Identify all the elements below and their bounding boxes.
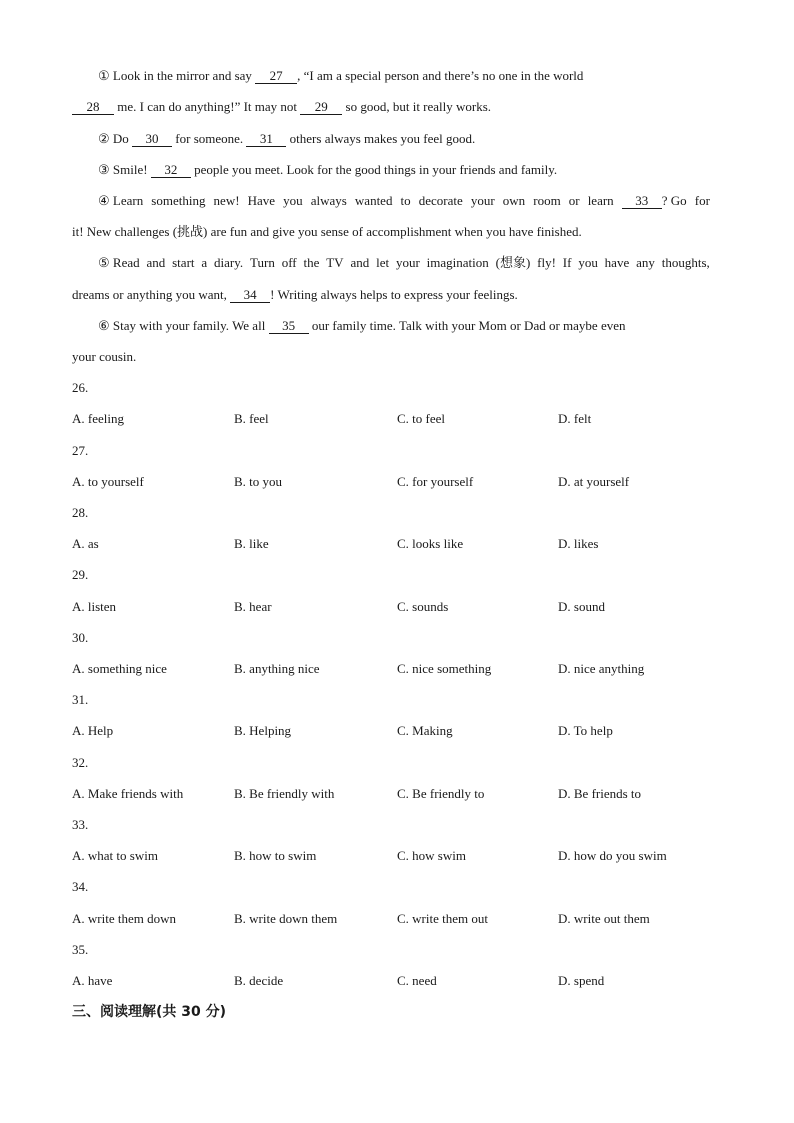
passage-word: thoughts, bbox=[661, 255, 710, 270]
question-number: 27. bbox=[72, 443, 89, 458]
passage-line bbox=[98, 67, 583, 85]
passage-word: start bbox=[172, 255, 195, 270]
option-d[interactable]: D. felt bbox=[558, 411, 592, 426]
option-d[interactable]: D. likes bbox=[558, 536, 599, 551]
passage-word: TV bbox=[326, 255, 344, 270]
option-a[interactable]: A. have bbox=[72, 973, 113, 988]
question-number: 28. bbox=[72, 505, 89, 520]
option-b[interactable]: B. feel bbox=[234, 411, 269, 426]
option-b[interactable]: B. decide bbox=[234, 973, 284, 988]
option-d[interactable]: D. at yourself bbox=[558, 474, 630, 489]
passage-text: people you meet. Look for the good things in your friends and family. bbox=[190, 162, 558, 177]
passage-text: ⑥ Stay with your family. We all bbox=[98, 318, 269, 333]
passage-word: learn bbox=[587, 193, 614, 208]
passage-word: or bbox=[568, 193, 580, 208]
option-d[interactable]: D. spend bbox=[558, 973, 605, 988]
blank-32: 32 bbox=[151, 162, 191, 178]
option-d[interactable]: D. nice anything bbox=[558, 661, 645, 676]
option-b[interactable]: B. to you bbox=[234, 474, 283, 489]
passage-word: wanted bbox=[354, 193, 393, 208]
passage-word: Turn bbox=[250, 255, 275, 270]
blank-30: 30 bbox=[132, 131, 172, 147]
passage-text: so good, but it really works. bbox=[342, 99, 492, 114]
passage-text: your cousin. bbox=[72, 349, 137, 364]
option-a[interactable]: A. what to swim bbox=[72, 848, 158, 863]
passage-word: something bbox=[151, 193, 206, 208]
passage-line bbox=[98, 192, 710, 210]
question-number: 35. bbox=[72, 942, 89, 957]
option-a[interactable]: A. to yourself bbox=[72, 474, 144, 489]
passage-word: the bbox=[303, 255, 320, 270]
option-d[interactable]: D. Be friends to bbox=[558, 786, 642, 801]
passage-word: for bbox=[694, 193, 710, 208]
passage-word: to bbox=[400, 193, 411, 208]
passage-word: a bbox=[201, 255, 208, 270]
passage-word: decorate bbox=[418, 193, 463, 208]
blank-31: 31 bbox=[246, 131, 286, 147]
option-b[interactable]: B. anything nice bbox=[234, 661, 320, 676]
passage-word: ? Go bbox=[661, 193, 687, 208]
blank-33: 33 bbox=[622, 193, 662, 209]
passage-line bbox=[72, 223, 582, 241]
passage-word: and bbox=[350, 255, 370, 270]
option-b[interactable]: B. like bbox=[234, 536, 269, 551]
blank-29: 29 bbox=[300, 99, 342, 115]
blank-27: 27 bbox=[255, 68, 297, 84]
passage-word: Have bbox=[247, 193, 276, 208]
passage-word: own bbox=[502, 193, 526, 208]
option-c[interactable]: C. write them out bbox=[397, 911, 488, 926]
option-c[interactable]: C. how swim bbox=[397, 848, 466, 863]
question-number: 30. bbox=[72, 630, 89, 645]
passage-text: ① Look in the mirror and say bbox=[98, 68, 256, 83]
option-a[interactable]: A. feeling bbox=[72, 411, 124, 426]
option-d[interactable]: D. how do you swim bbox=[558, 848, 667, 863]
question-number: 32. bbox=[72, 755, 89, 770]
passage-line bbox=[98, 317, 625, 335]
passage-text: others always makes you feel good. bbox=[286, 131, 476, 146]
question-number: 31. bbox=[72, 692, 89, 707]
blank-28: 28 bbox=[72, 99, 114, 115]
blank-35: 35 bbox=[269, 318, 309, 334]
passage-word: imagination bbox=[426, 255, 489, 270]
passage-word: If bbox=[562, 255, 572, 270]
option-a[interactable]: A. write them down bbox=[72, 911, 176, 926]
option-a[interactable]: A. Make friends with bbox=[72, 786, 184, 801]
option-b[interactable]: B. Be friendly with bbox=[234, 786, 335, 801]
passage-word: (想象) bbox=[495, 255, 531, 270]
passage-text: it! New challenges (挑战) are fun and give you sense of accomplishment when you have finished. bbox=[72, 224, 582, 239]
passage-word: room bbox=[533, 193, 561, 208]
option-c[interactable]: C. Be friendly to bbox=[397, 786, 485, 801]
passage-line bbox=[98, 254, 710, 272]
passage-word: ④ Learn bbox=[98, 193, 144, 208]
passage-word: any bbox=[636, 255, 655, 270]
passage-word: off bbox=[281, 255, 297, 270]
option-c[interactable]: C. Making bbox=[397, 723, 453, 738]
passage-word: new! bbox=[213, 193, 240, 208]
passage-word: you bbox=[283, 193, 303, 208]
option-b[interactable]: B. Helping bbox=[234, 723, 292, 738]
passage-text: ② Do bbox=[98, 131, 133, 146]
option-d[interactable]: D. sound bbox=[558, 599, 605, 614]
option-c[interactable]: C. need bbox=[397, 973, 437, 988]
question-number: 29. bbox=[72, 567, 89, 582]
passage-line bbox=[72, 286, 518, 304]
passage-word: fly! bbox=[537, 255, 556, 270]
option-b[interactable]: B. write down them bbox=[234, 911, 338, 926]
passage-word: you bbox=[578, 255, 598, 270]
passage-text: for someone. bbox=[172, 131, 247, 146]
passage-word: your bbox=[470, 193, 495, 208]
passage-line bbox=[98, 161, 557, 179]
passage-text: ③ Smile! bbox=[98, 162, 151, 177]
passage-line bbox=[72, 98, 491, 116]
option-b[interactable]: B. hear bbox=[234, 599, 272, 614]
passage-word: always bbox=[310, 193, 347, 208]
option-c[interactable]: C. looks like bbox=[397, 536, 464, 551]
passage-word: have bbox=[604, 255, 630, 270]
option-c[interactable]: C. nice something bbox=[397, 661, 492, 676]
passage-word: ⑤ Read bbox=[98, 255, 140, 270]
question-number: 26. bbox=[72, 380, 89, 395]
passage-word: and bbox=[146, 255, 166, 270]
option-c[interactable]: C. for yourself bbox=[397, 474, 474, 489]
option-c[interactable]: C. to feel bbox=[397, 411, 446, 426]
passage-text: our family time. Talk with your Mom or Dad or maybe even bbox=[308, 318, 626, 333]
passage-text: ! Writing always helps to express your feelings. bbox=[270, 287, 518, 302]
option-b[interactable]: B. how to swim bbox=[234, 848, 317, 863]
option-c[interactable]: C. sounds bbox=[397, 599, 449, 614]
question-number: 34. bbox=[72, 879, 89, 894]
option-d[interactable]: D. To help bbox=[558, 723, 613, 738]
option-a[interactable]: A. Help bbox=[72, 723, 114, 738]
passage-word: diary. bbox=[214, 255, 244, 270]
option-d[interactable]: D. write out them bbox=[558, 911, 650, 926]
passage-word: your bbox=[395, 255, 420, 270]
section-heading: 三、阅读理解(共 30 分) bbox=[72, 1004, 227, 1020]
passage-text: dreams or anything you want, bbox=[72, 287, 231, 302]
passage-text: me. I can do anything!” It may not bbox=[114, 99, 301, 114]
passage-line bbox=[72, 348, 136, 366]
blank-34: 34 bbox=[230, 287, 270, 303]
passage-line bbox=[98, 130, 475, 148]
passage-text: , “I am a special person and there’s no one in the world bbox=[297, 68, 584, 83]
option-a[interactable]: A. as bbox=[72, 536, 99, 551]
question-number: 33. bbox=[72, 817, 89, 832]
option-a[interactable]: A. listen bbox=[72, 599, 117, 614]
passage-word: let bbox=[376, 255, 390, 270]
option-a[interactable]: A. something nice bbox=[72, 661, 167, 676]
